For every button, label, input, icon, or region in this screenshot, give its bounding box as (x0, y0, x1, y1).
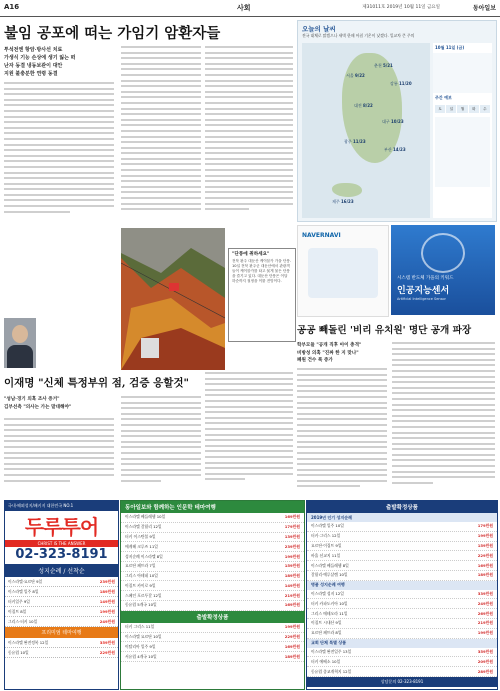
story2-column-2 (121, 396, 201, 496)
tour-row[interactable]: 터키·그리스 12일 199만원 (307, 532, 497, 542)
tour-row[interactable]: 이집트 시내산 9일 219만원 (307, 619, 497, 629)
city-label: 제주 16/23 (332, 199, 354, 204)
deck-line: 김부선측 "의사는 가는 말대해야" (4, 404, 72, 410)
departure-confirmed-ad[interactable] (306, 500, 498, 690)
story3-column-1 (297, 368, 387, 496)
ad-header: 국내·해외성지/패키지 대한민국 NO.1 (5, 501, 118, 511)
section-name: 사회 (237, 4, 251, 12)
deck-line: 지원 불충분한 연령 동결 (4, 71, 58, 77)
tour-row[interactable]: 동유럽 10일 229만원 (5, 648, 118, 658)
tour-row[interactable]: 이집트 카이로 9일 149만원 (121, 581, 304, 591)
autumn-photo (121, 228, 225, 370)
mountain-cable-car-image (121, 228, 225, 370)
tour-row[interactable]: 스페인 포르투갈 12일 219만원 (121, 591, 304, 601)
tour-row[interactable]: 이탈리아 일주 9일 169만원 (121, 642, 304, 652)
issue-date: 제31011호 2019년 10월 11일 금요일 (362, 5, 440, 10)
tour-row[interactable]: 이집트 8일 199만원 (5, 607, 118, 617)
sensor-graphic (421, 233, 465, 273)
week-day: 월 (457, 105, 467, 113)
ad-header: 출발확정상품 (307, 501, 497, 513)
ai-sensor-ad[interactable] (391, 225, 495, 315)
week-day: 수 (480, 105, 490, 113)
tour-row[interactable]: 터키 에베소 10일 209만원 (307, 657, 497, 667)
tour-row[interactable]: 이스라엘 요르단 10일 229만원 (121, 633, 304, 643)
week-day: 일 (446, 105, 456, 113)
story3-deck (297, 342, 387, 365)
weather-summary: 전국 대체로 맑겠으나 새벽 한때 아침 기온이 낮겠다. 일교차 큰 주의 (302, 33, 415, 38)
weather-widget (297, 20, 497, 222)
week-label: 주간 예보 (435, 95, 452, 100)
city-label: 서울 9/22 (346, 73, 365, 78)
ad-subtitle: Artificial Intelligence Sensor (397, 297, 446, 301)
tour-row[interactable]: 요르단 페트라 8일 199만원 (307, 629, 497, 639)
tour-row[interactable]: 성지순례 이스라엘 8일 199만원 (121, 552, 304, 562)
ad-header: 동아일보와 함께하는 인문학 테마여행 (121, 501, 304, 513)
story2-column-1 (4, 418, 114, 496)
city-label: 춘천 5/21 (374, 63, 393, 68)
tour-row[interactable]: 이스라엘·요르단 9일 239만원 (5, 577, 118, 587)
city-label: 부산 14/23 (384, 147, 406, 152)
tour-row[interactable]: 동유럽 5개국 10일 169만원 (121, 601, 304, 611)
city-label: 광주 11/23 (344, 139, 366, 144)
tour-row[interactable]: 이스라엘 베들레헴 10일 169만원 (121, 513, 304, 523)
paper-name: 동아일보 (472, 5, 496, 12)
tour-row[interactable]: 그리스·터키 10일 249만원 (5, 617, 118, 627)
deck-line: 가생식 기능 손상에 생기 잃는 떠 (4, 55, 76, 61)
story2-deck (4, 396, 114, 411)
ad-section-bar: 프리미엄 테마여행 (5, 627, 118, 638)
navi-ad[interactable] (297, 225, 389, 317)
weather-side-panel (433, 43, 492, 218)
tour-row[interactable]: 동유럽 종교개혁지 12일 289만원 (307, 667, 497, 677)
tour-row[interactable]: 이스라엘 갈릴리 12일 179만원 (121, 523, 304, 533)
story1-column-3 (205, 46, 293, 222)
tour-row[interactable]: 바울 선교지 11일 229만원 (307, 551, 497, 561)
story2-headline: 이재명 "신체 특정부위 점, 검증 응할것" (4, 377, 190, 389)
tour-row[interactable]: 이스라엘 완전정복 12일 359만원 (5, 638, 118, 648)
tour-row[interactable]: 이스라엘 일주 10일 179만원 (307, 522, 497, 532)
ad-section-bar: 성지순례 / 선착순 (5, 564, 118, 577)
tour-row[interactable]: 요르단·이집트 9일 159만원 (307, 542, 497, 552)
tour-row[interactable]: 갈릴리·예루살렘 10일 189만원 (307, 571, 497, 581)
tour-row[interactable]: 이스라엘 완전일주 13일 359만원 (307, 648, 497, 658)
story3-headline: 공공 빼돌린 '비리 유치원' 명단 공개 파장 (297, 325, 472, 336)
ad-subheader: 2019년 인기 성지순례 (307, 513, 497, 522)
tour-row[interactable]: 이스라엘 베들레헴 8일 169만원 (307, 561, 497, 571)
theme-travel-ad[interactable] (120, 500, 305, 690)
tour-row[interactable]: 이스라엘 성지 12일 339만원 (307, 590, 497, 600)
page-number: A16 (4, 3, 20, 11)
photo-caption (228, 248, 296, 342)
story1-column-2 (121, 46, 201, 222)
deck-line: 학부모들 "공개 직후 아이 충격" (297, 343, 362, 348)
story2-column-3 (205, 372, 293, 496)
tour-row[interactable]: 그리스 아테네 10일 189만원 (121, 572, 304, 582)
ad-section-bar: 출발확정상품 (121, 611, 304, 623)
deck-line: "성남·경기 의혹 조사 증거" (4, 397, 60, 402)
tour-row[interactable]: 에게해 크루즈 11일 239만원 (121, 542, 304, 552)
tour-row[interactable]: 서유럽 4개국 10일 189만원 (121, 652, 304, 662)
tour-row[interactable]: 요르단 페트라 7일 159만원 (121, 562, 304, 572)
tour-row[interactable]: 터키 이스탄불 9일 139만원 (121, 533, 304, 543)
week-day: 화 (469, 105, 479, 113)
ad-title: 인공지능센서 (397, 286, 450, 296)
caption-text: 전북 완주 대둔산 케이블카 가을 단풍. 10일 전북 완주군 대둔산에서 관광객들이 케이블카를 타고 붉게 물든 단풍을 즐기고 있다. 대둔산 단풍은 이달 하순까지 절정을 이룰 전망이다. (232, 259, 291, 283)
tour-row[interactable]: 터키일주 9일 149만원 (5, 597, 118, 607)
ad-subheader: 교회 단체 특별 상품 (307, 639, 497, 648)
city-label: 대전 8/22 (354, 103, 373, 108)
deck-line: 투석전엔 항암·방사선 치료 (4, 47, 63, 53)
deck-line: 폐원 건수 폭 증가 (297, 358, 333, 363)
city-label: 강릉 11/20 (390, 81, 412, 86)
ad-slogan: CHRIST IS THE ANSWER (5, 540, 118, 547)
tour-row[interactable]: 그리스 메테오라 11일 269만원 (307, 609, 497, 619)
tour-row[interactable]: 터키 그리스 11일 199만원 (121, 623, 304, 633)
week-forecast (433, 103, 492, 115)
ad-tagline: 시스템 반도체 가을의 키워드 (397, 276, 454, 281)
weather-side-title: 10월 11일 (금) (435, 45, 465, 50)
deck-line: 비방성 의혹 "진짜 한 지 맞나" (297, 350, 359, 356)
story3-column-2 (392, 342, 495, 496)
tour-row[interactable]: 이스라엘 일주 8일 189만원 (5, 587, 118, 597)
duru-tour-ad[interactable] (4, 500, 119, 690)
weather-map (302, 43, 430, 218)
person-thumbnail (4, 318, 36, 368)
caption-title: "단풍에 취하세요" (232, 252, 270, 257)
tour-row[interactable]: 터키 카파도키아 10일 249만원 (307, 599, 497, 609)
city-label: 대구 10/23 (382, 119, 404, 124)
ad-phone[interactable]: 02-323-8191 (15, 547, 108, 562)
ad-footer[interactable]: 상담문의 02-323-8191 (307, 677, 497, 687)
story1-column-1 (4, 82, 114, 222)
weather-title: 오늘의 날씨 (302, 25, 336, 33)
deck-line: 난자 동결 냉동보관이 대안 (4, 63, 63, 69)
story1-headline: 불임 공포에 떠는 가임기 암환자들 (4, 25, 221, 42)
week-day: 토 (435, 105, 445, 113)
duru-logo: 두루투어 (24, 515, 99, 539)
ad-subheader: 명품 성지순례 여행 (307, 581, 497, 590)
story1-deck (4, 46, 80, 78)
navi-brand: NAVERNAVI (302, 232, 341, 239)
masthead (0, 0, 500, 17)
